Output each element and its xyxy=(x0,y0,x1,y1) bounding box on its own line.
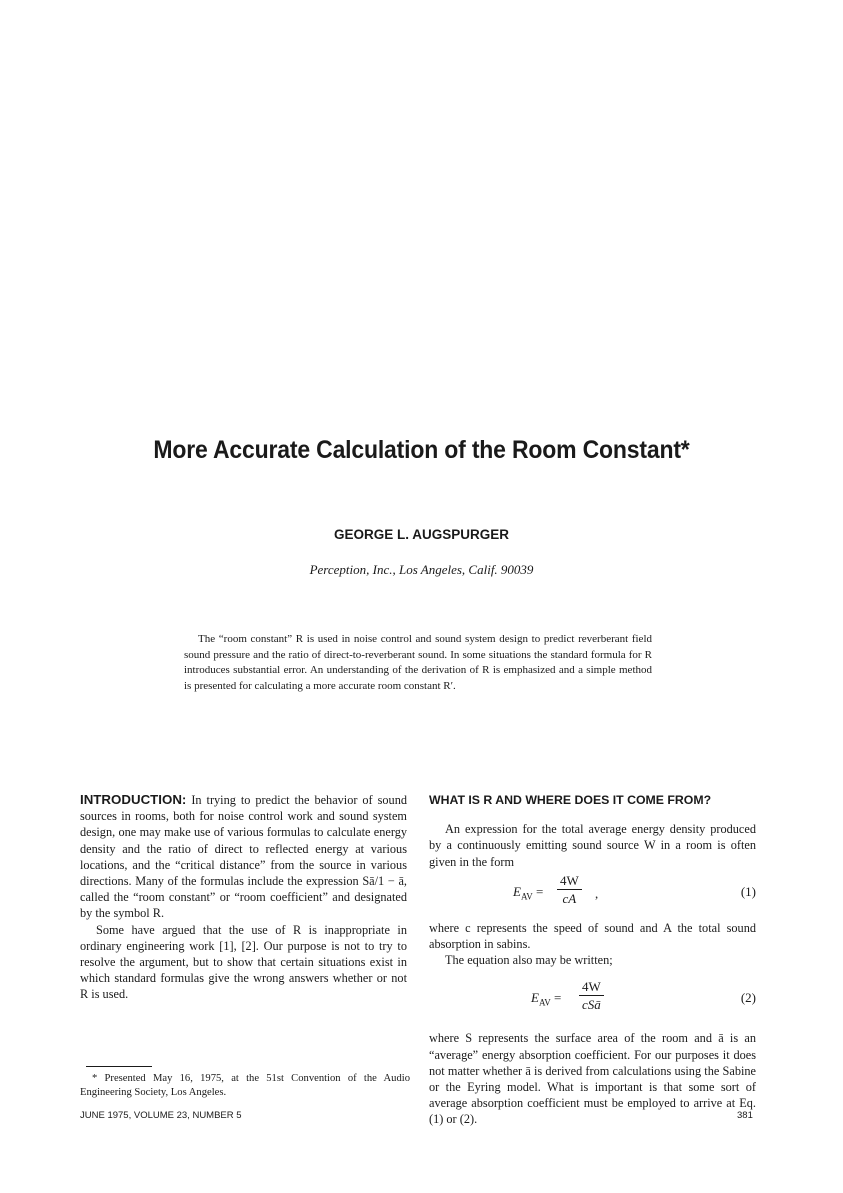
right-column xyxy=(429,792,756,1128)
eq1-numerator: 4W xyxy=(557,872,582,890)
section-paragraph-4: where S represents the surface area of the room and ā is an “average” energy absorption coefficient. For our purposes it does not matter whether ā is derived from calculations using the Sabine or the Eyring model. What is important is that some sort of average absorption coefficient must be employed to arrive at Eq. (1) or (2). xyxy=(429,1031,756,1127)
journal-info: JUNE 1975, VOLUME 23, NUMBER 5 xyxy=(80,1110,242,1121)
eq1-denominator: cA xyxy=(562,890,577,906)
eq2-lhs: $E_{AV}$ = xyxy=(531,990,562,1009)
eq1-number: (1) xyxy=(740,883,756,899)
section-paragraph-3: The equation also may be written; xyxy=(445,953,613,968)
section-paragraph-2: where c represents the speed of sound and A the total sound absorption in sabins. xyxy=(429,920,756,952)
eq2-fraction xyxy=(579,978,604,1013)
section-paragraph-1: An expression for the total average energy density produced by a continuously emitting sound source W in a room is often given in the form xyxy=(429,822,756,869)
eq1-lhs: $E_{AV}$ = xyxy=(513,883,544,902)
footnote-text: * Presented May 16, 1975, at the 51st Convention of the Audio Engineering Society, Los Angeles. xyxy=(80,1073,410,1098)
eq1-fraction xyxy=(557,872,582,907)
intro-paragraph-2: Some have argued that the use of R is inappropriate in ordinary engineering work [1], [2]. Our purpose is not to try to resolve the argument, but to show that certain situations exist in which standard formulas give the wrong answers whether or not R is used. xyxy=(80,922,407,1002)
footnote-rule xyxy=(86,1066,152,1067)
eq2-denominator: cSā xyxy=(582,997,601,1013)
abstract xyxy=(184,632,652,694)
intro-lead: INTRODUCTION: xyxy=(80,792,187,807)
paper-title: More Accurate Calculation of the Room Constant* xyxy=(153,436,690,464)
eq2-numerator: 4W xyxy=(579,978,604,996)
left-column xyxy=(80,792,407,1003)
author-name: GEORGE L. AUGSPURGER xyxy=(333,527,510,542)
abstract-text: The “room constant” R is used in noise control and sound system design to predict reverberant field sound pressure and the ratio of direct-to-reverberant sound. In some situations the standard formula for R introduces substantial error. An understanding of the derivation of R is emphasized and a simple method is presented for calculating a more accurate room constant R′. xyxy=(184,633,652,692)
section-heading: WHAT IS R AND WHERE DOES IT COME FROM? xyxy=(429,793,712,807)
eq1-comma: , xyxy=(595,885,599,901)
equation-2 xyxy=(429,978,756,1022)
intro-paragraph-1 xyxy=(80,792,407,922)
footnote xyxy=(80,1072,410,1100)
intro-text-1: In trying to predict the behavior of sound sources in rooms, both for noise control work and sound system design, one may make use of various formulas to calculate energy density and the ratio of direct to reflected energy at various locations, and the “critical distance” from the source in various directions. Many of the formulas include the expression Sā/1 − ā, called the “room constant” or “room coefficient” and designated by the symbol R. xyxy=(80,793,407,921)
page-number: 381 xyxy=(737,1110,753,1121)
eq2-number: (2) xyxy=(740,990,756,1006)
equation-1 xyxy=(429,872,756,916)
author-affiliation: Perception, Inc., Los Angeles, Calif. 90039 xyxy=(309,562,534,577)
